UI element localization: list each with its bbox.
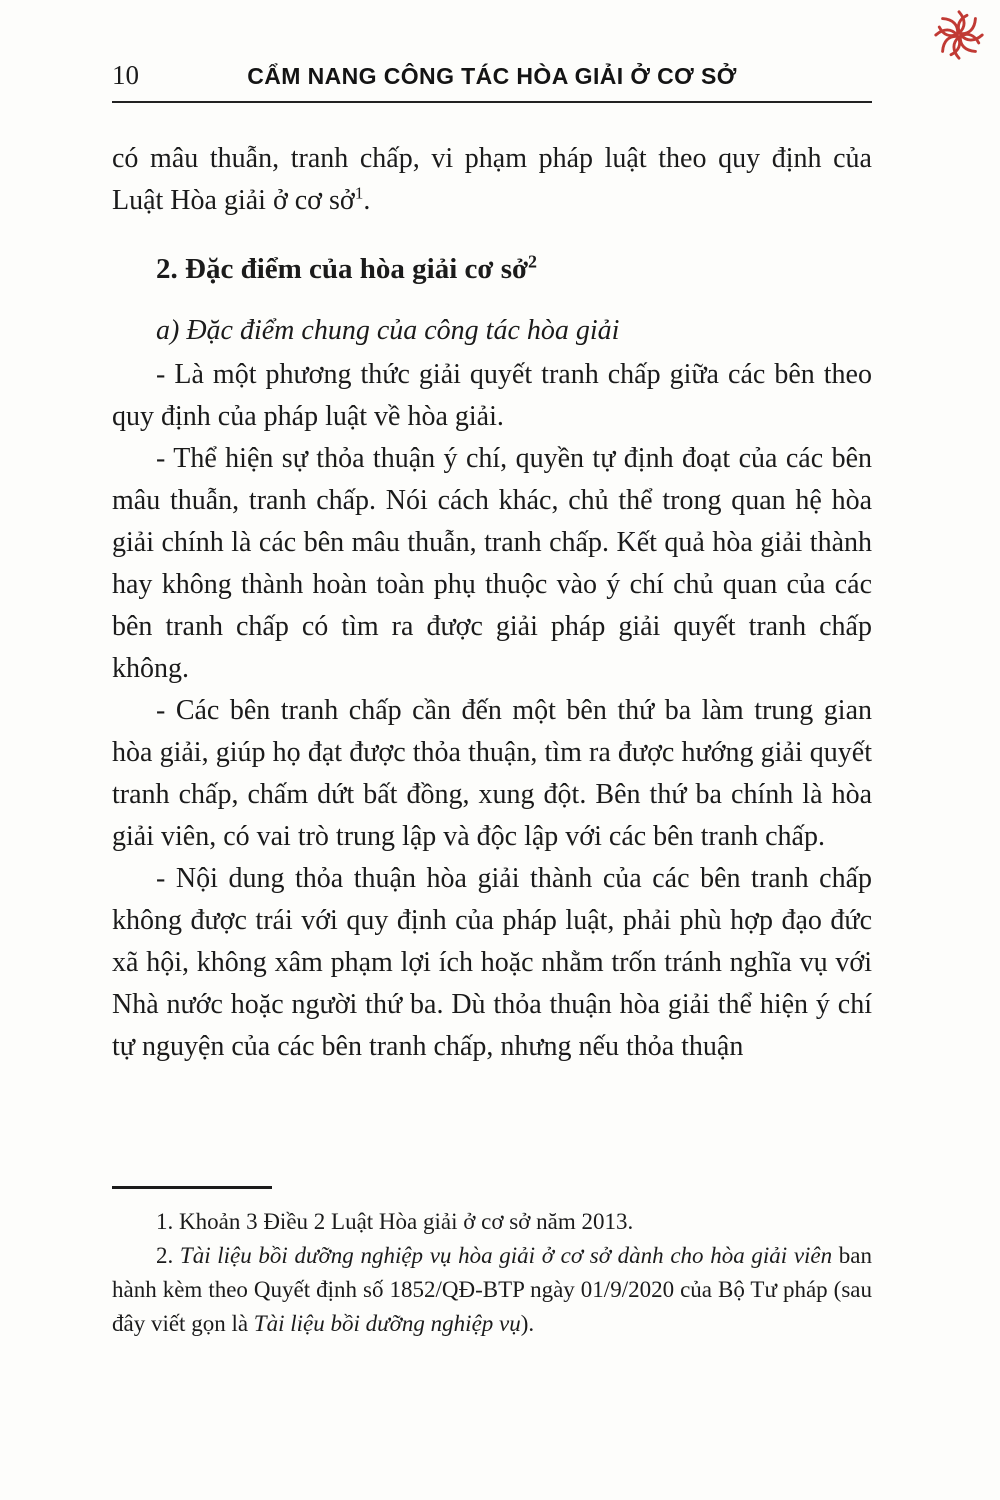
footnote-2-short-title: Tài liệu bồi dưỡng nghiệp vụ — [253, 1311, 521, 1337]
paragraph: - Là một phương thức giải quyết tranh chấp giữa các bên theo quy định của pháp luật về hòa giải. — [112, 358, 872, 432]
footnote-divider — [112, 1186, 272, 1189]
page-body — [112, 138, 872, 1068]
paragraph: - Nội dung thỏa thuận hòa giải thành của các bên tranh chấp không được trái với quy định của pháp luật, phải phù hợp đạo đức xã hội, không xâm phạm lợi ích hoặc nhằm trốn tránh nghĩa vụ với Nhà nước hoặc người thứ ba. Dù thỏa thuận hòa giải thể hiện ý chí tự nguyện của các bên tranh chấp, nhưng nếu thỏa thuận — [112, 862, 872, 1062]
paragraph-text: có mâu thuẫn, tranh chấp, vi phạm pháp luật theo quy định của Luật Hòa giải ở cơ sở — [112, 143, 872, 216]
footnote-2 — [112, 1239, 872, 1341]
paragraph-continuation — [112, 138, 872, 222]
paragraph: - Các bên tranh chấp cần đến một bên thứ ba làm trung gian hòa giải, giúp họ đạt được thỏa thuận, tìm ra được hướng giải quyết tranh chấp, chấm dứt bất đồng, xung đột. Bên thứ ba chính là hòa giải viên, có vai trò trung lập và độc lập với các bên tranh chấp. — [112, 694, 872, 852]
footnote-2-middle: ban hành kèm theo Quyết định số 1852/QĐ-BTP ngày 01/9/2020 của Bộ Tư pháp (sau đây viết gọn là — [112, 1243, 872, 1337]
page-header — [112, 60, 872, 103]
footnote-ref-2: 2 — [528, 251, 538, 272]
section-heading-text: 2. Đặc điểm của hòa giải cơ sở — [156, 253, 529, 285]
section-heading — [112, 248, 872, 292]
footnote-ref-1: 1 — [354, 183, 364, 203]
footnote-1: 1. Khoản 3 Điều 2 Luật Hòa giải ở cơ sở năm 2013. — [156, 1209, 634, 1234]
footnotes-section — [112, 1186, 872, 1341]
page-number: 10 — [112, 60, 139, 90]
paragraph-period: . — [363, 185, 371, 216]
footnote-2-title: Tài liệu bồi dưỡng nghiệp vụ hòa giải ở cơ sở dành cho hòa giải viên — [179, 1243, 833, 1269]
paragraph: - Thể hiện sự thỏa thuận ý chí, quyền tự định đoạt của các bên mâu thuẫn, tranh chấp. Nói cách khác, chủ thể trong quan hệ hòa giải chính là các bên mâu thuẫn, tranh chấp. Kết quả hòa giải thành hay không thành hoàn toàn phụ thuộc vào ý chí chủ quan của các bên tranh chấp có tìm ra được giải pháp giải quyết tranh chấp không. — [112, 442, 872, 684]
footnote-2-tail: ). — [520, 1311, 535, 1337]
publisher-logo-icon — [930, 6, 988, 64]
footnote-2-lead: 2. — [156, 1243, 180, 1269]
subsection-heading: a) Đặc điểm chung của công tác hòa giải — [156, 314, 620, 346]
running-title: CẨM NANG CÔNG TÁC HÒA GIẢI Ở CƠ SỞ — [247, 63, 737, 89]
